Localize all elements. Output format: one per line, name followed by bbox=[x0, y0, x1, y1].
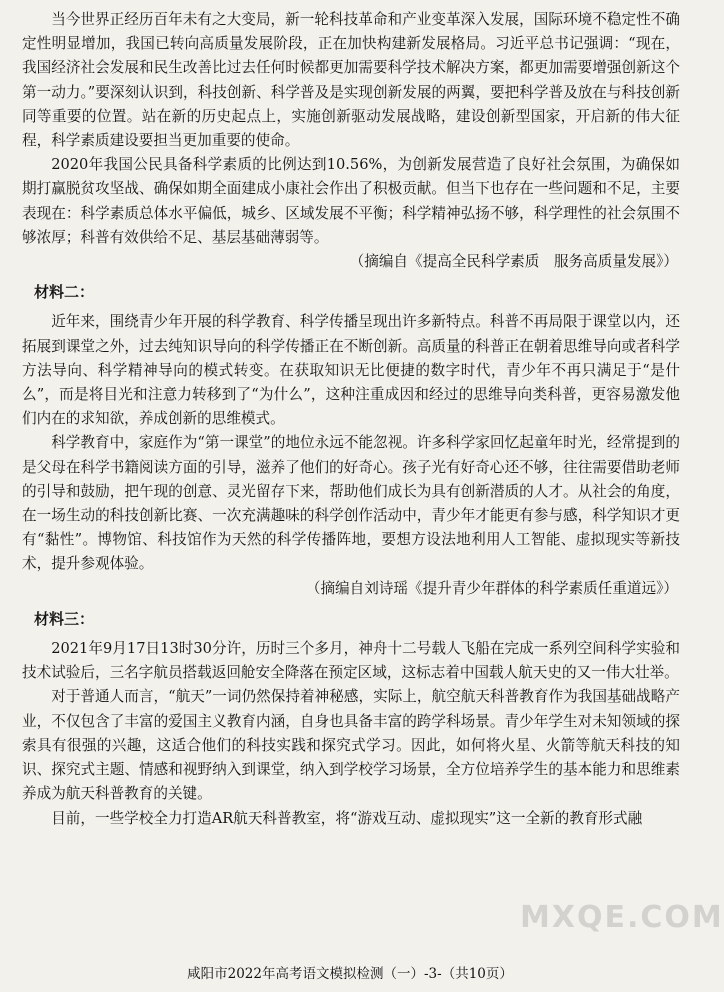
watermark-logo: MXQE.COM bbox=[520, 900, 724, 935]
paragraph: 2021年9月17日13时30分许，历时三个多月，神舟十二号载人飞船在完成一系列空间科学实验和技术试验后，三名字航员搭载返回舱安全降落在预定区域，这标志着中国载人航天史的又一伟大壮举。 bbox=[22, 640, 680, 682]
source-citation: （摘编自刘诗瑶《提升青少年群体的科学素质任重道远》） bbox=[305, 579, 678, 597]
source-citation: （摘编自《提高全民科学素质 服务高质量发展》） bbox=[349, 253, 678, 271]
paragraph: 当今世界正经历百年未有之大变局，新一轮科技革命和产业变革深入发展，国际环境不稳定性不确定性明显增加，我国已转向高质量发展阶段，正在加快构建新发展格局。习近平总书记强调：“现在，我国经济社会发展和民生改善比过去任何时候都更加需要科学技术解决方案，都更加需要增强创新这个第一动力。”要深刻认识到，科技创新、科学普及是实现创新发展的两翼，要把科学普及放在与科技创新同等重要的位置。站在新的历史起点上，实施创新驱动发展战略，建设创新型国家，开启新的伟大征程，科学素质建设要担当更加重要的使命。 bbox=[22, 11, 680, 150]
paragraph: 科学教育中，家庭作为“第一课堂”的地位永远不能忽视。许多科学家回忆起童年时光，经常提到的是父母在科学书籍阅读方面的引导，滋养了他们的好奇心。孩子光有好奇心还不够，往往需要借助老师的引导和鼓励，把午现的创意、灵光留存下来，帮助他们成长为具有创新潜质的人才。从社会的角度，在一场生动的科技创新比赛、一次充满趣味的科学创作活动中，青少年才能更有参与感，科学知识才更有“黏性”。博物馆、科技馆作为天然的科学传播阵地，要想方设法地利用人工智能、虚拟现实等新技术，提升参观体验。 bbox=[22, 434, 680, 573]
paragraph: 目前，一些学校全力打造AR航天科普教室，将“游戏互动、虚拟现实”这一全新的教育形式融 bbox=[51, 809, 643, 827]
section-heading: 材料二： bbox=[34, 283, 95, 302]
page-footer: 咸阳市2022年高考语文模拟检测（一）-3-（共10页） bbox=[187, 966, 513, 982]
article-body bbox=[22, 8, 680, 831]
paragraph: 2020年我国公民具备科学素质的比例达到10.56%，为创新发展营造了良好社会氛围，为确保如期打赢脱贫攻坚战、确保如期全面建成小康社会作出了积极贡献。但当下也存在一些问题和不足，主要表现在：科学素质总体水平偏低，城乡、区域发展不平衡；科学精神弘扬不够，科学理性的社会氛围不够浓厚；科普有效供给不足、基层基础薄弱等。 bbox=[22, 156, 680, 246]
section-heading: 材料三： bbox=[34, 609, 95, 628]
paragraph: 对于普通人而言，“航天”一词仍然保持着神秘感，实际上，航空航天科普教育作为我国基础战略产业，不仅包含了丰富的爱国主义教育内涵，自身也具备丰富的跨学科场景。青少年学生对未知领域的探索具有很强的兴趣，这适合他们的科技实践和探究式学习。因此，如何将火星、火箭等航天科技的知识、探究式主题、情感和视野纳入到课堂，纳入到学校学习场景，全方位培养学生的基本能力和思维素养成为航天科普教育的关键。 bbox=[22, 688, 680, 803]
paragraph: 近年来，围绕青少年开展的科学教育、科学传播呈现出许多新特点。科普不再局限于课堂以内，还拓展到课堂之外，过去纯知识导向的科学传播正在不断创新。高质量的科普正在朝着思维导向或者科学方法导向、科学精神导向的模式转变。在获取知识无比便捷的数字时代，青少年不再只满足于“是什么”，而是将目光和注意力转移到了“为什么”，这种注重成因和经过的思维导向类科普，更容易激发他们内在的求知欲，养成创新的思维模式。 bbox=[22, 313, 680, 428]
